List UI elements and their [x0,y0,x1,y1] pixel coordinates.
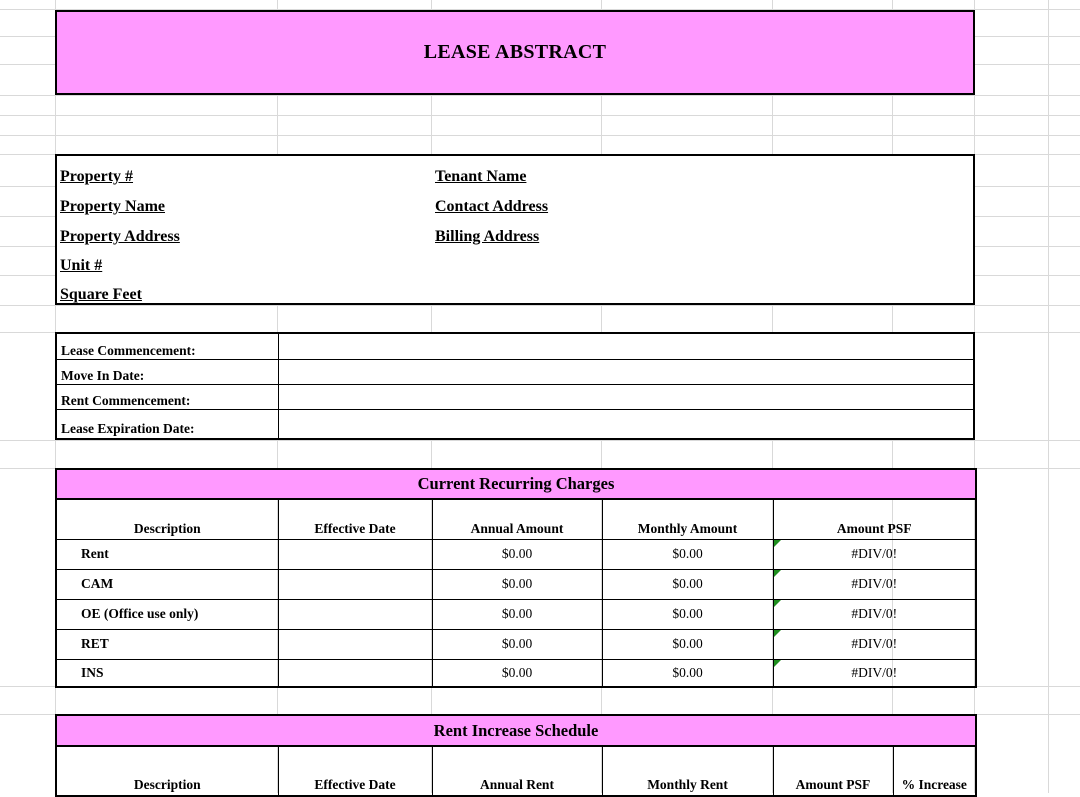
table-row [56,599,976,629]
col-header-monthly-rent: Monthly Rent [602,746,773,796]
charge-amount-psf[interactable] [773,629,976,659]
rent-increase-title: Rent Increase Schedule [56,715,976,746]
col-header-description: Description [56,499,278,539]
move-in-date-label: Move In Date: [61,368,145,383]
table-row [56,569,976,599]
charge-amount-psf[interactable] [773,599,976,629]
charge-effective-date[interactable] [278,539,432,569]
recurring-charges-table [55,468,977,688]
psf-value: #DIV/0! [851,606,898,621]
property-info-section [55,154,975,305]
rent-commencement-row [57,385,973,410]
col-header-amount-psf: Amount PSF [773,499,976,539]
table-row [56,629,976,659]
charge-annual-amount[interactable]: $0.00 [432,599,602,629]
psf-value: #DIV/0! [851,636,898,651]
charge-description: INS [56,659,278,687]
contact-address-label: Contact Address [435,198,549,215]
col-header-monthly-amount: Monthly Amount [602,499,773,539]
lease-commencement-label: Lease Commencement: [61,343,196,358]
lease-dates-section [55,332,975,440]
tenant-name-label: Tenant Name [435,168,527,185]
table-row [56,539,976,569]
col-header-effective-date: Effective Date [278,746,432,796]
col-header-amount-psf: Amount PSF [773,746,893,796]
psf-value: #DIV/0! [851,546,898,561]
rent-commencement-label: Rent Commencement: [61,393,191,408]
charge-monthly-amount[interactable]: $0.00 [602,629,773,659]
page-title: LEASE ABSTRACT [423,41,607,63]
col-header-annual-amount: Annual Amount [432,499,602,539]
charge-effective-date[interactable] [278,629,432,659]
psf-value: #DIV/0! [851,576,898,591]
charge-annual-amount[interactable]: $0.00 [432,629,602,659]
error-indicator-icon [774,540,781,547]
charge-monthly-amount[interactable]: $0.00 [602,659,773,687]
charge-effective-date[interactable] [278,569,432,599]
property-address-label: Property Address [60,228,180,245]
property-name-label: Property Name [60,198,165,215]
charge-monthly-amount[interactable]: $0.00 [602,599,773,629]
billing-address-label: Billing Address [435,228,540,245]
lease-expiration-row [57,410,973,438]
col-header-annual-rent: Annual Rent [432,746,602,796]
move-in-date-row [57,360,973,385]
error-indicator-icon [774,660,781,667]
charge-annual-amount[interactable]: $0.00 [432,569,602,599]
charge-amount-psf[interactable] [773,569,976,599]
charge-description: CAM [56,569,278,599]
col-header-percent-increase: % Increase [893,746,976,796]
charge-monthly-amount[interactable]: $0.00 [602,539,773,569]
charge-description: OE (Office use only) [56,599,278,629]
unit-number-label: Unit # [60,257,103,274]
error-indicator-icon [774,630,781,637]
psf-value: #DIV/0! [851,664,898,680]
property-number-label: Property # [60,168,134,185]
rent-increase-header-row [56,746,976,796]
charge-effective-date[interactable] [278,599,432,629]
recurring-charges-title: Current Recurring Charges [56,469,976,499]
error-indicator-icon [774,600,781,607]
error-indicator-icon [774,570,781,577]
col-header-description: Description [56,746,278,796]
lease-expiration-label: Lease Expiration Date: [61,421,195,436]
table-row [56,659,976,687]
charge-annual-amount[interactable]: $0.00 [432,539,602,569]
charge-amount-psf[interactable] [773,539,976,569]
title-banner [55,10,975,95]
col-header-effective-date: Effective Date [278,499,432,539]
square-feet-label: Square Feet [60,286,142,303]
recurring-charges-header-row [56,499,976,539]
rent-increase-table [55,714,977,797]
charge-annual-amount[interactable]: $0.00 [432,659,602,687]
charge-description: Rent [56,539,278,569]
charge-effective-date[interactable] [278,659,432,687]
charge-description: RET [56,629,278,659]
charge-amount-psf[interactable] [773,659,976,687]
lease-commencement-row [57,334,973,360]
charge-monthly-amount[interactable]: $0.00 [602,569,773,599]
